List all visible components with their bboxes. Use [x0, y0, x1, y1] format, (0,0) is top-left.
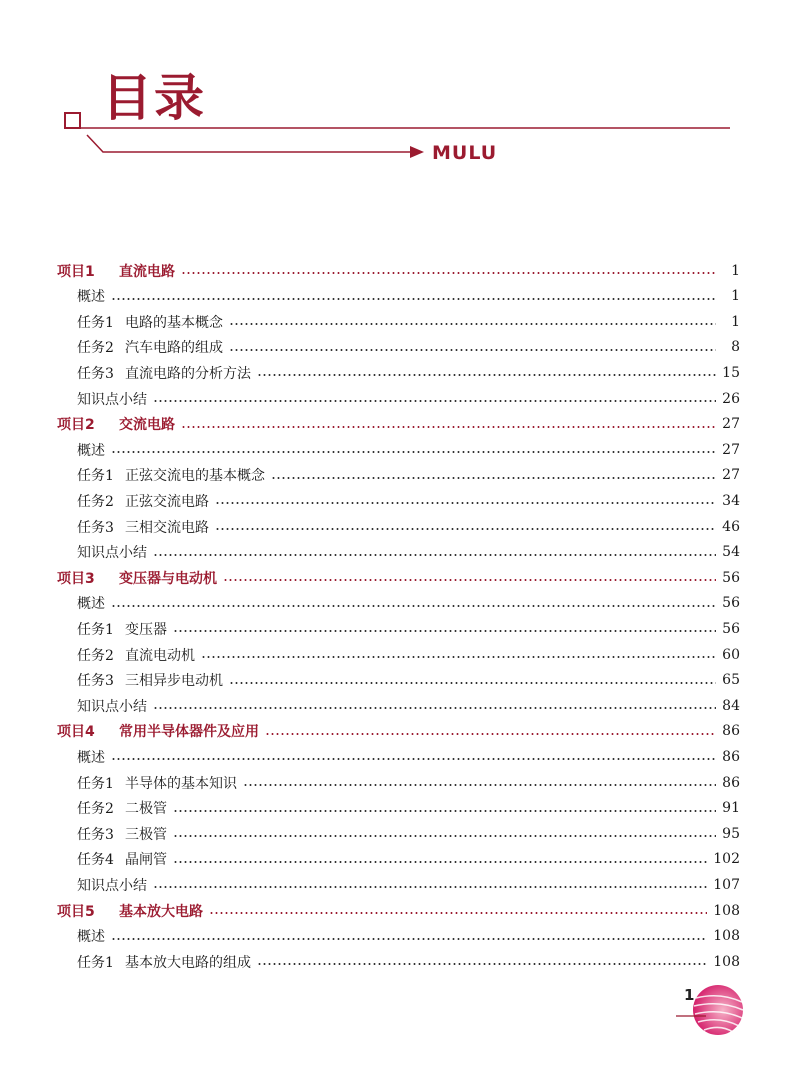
toc-entry-number: 任务1 [77, 314, 114, 331]
dot-leader [181, 426, 716, 428]
toc-entry-title-group [57, 568, 217, 588]
toc-entry-title-group [77, 542, 147, 562]
toc-entry-page: 15 [722, 364, 740, 381]
toc-item-row[interactable] [77, 668, 740, 693]
toc-entry-page: 107 [713, 876, 740, 893]
toc-entry-title: 汽车电路的组成 [125, 340, 223, 357]
toc-item-row[interactable] [77, 463, 740, 488]
toc-item-row[interactable] [77, 386, 740, 411]
toc-item-row[interactable] [77, 796, 740, 821]
toc-header [0, 0, 790, 200]
toc-entry-title-group [77, 849, 167, 869]
page-title: 目录 [102, 69, 206, 127]
toc-entry-title: 变压器与电动机 [119, 570, 217, 587]
toc-entry-title-group [77, 593, 105, 613]
dot-leader [153, 554, 716, 556]
toc-entry-number: 项目3 [57, 570, 95, 587]
dot-leader [229, 349, 716, 351]
dot-leader [209, 912, 707, 914]
toc-entry-page: 86 [722, 774, 740, 791]
toc-entry-title-group [57, 261, 175, 281]
toc-item-row[interactable] [77, 360, 740, 385]
toc-entry-title-group [57, 721, 259, 741]
toc-item-row[interactable] [77, 821, 740, 846]
toc-entry-title: 概述 [77, 596, 105, 613]
toc-entry-title: 基本放大电路 [119, 903, 203, 920]
toc-entry-title: 概述 [77, 749, 105, 766]
toc-entry-title: 基本放大电路的组成 [125, 954, 251, 971]
dot-leader [173, 861, 707, 863]
dot-leader [111, 758, 716, 760]
toc-entry-title: 概述 [77, 929, 105, 946]
toc-entry-title: 交流电路 [119, 417, 175, 434]
page-subtitle: MULU [432, 142, 498, 164]
toc-item-row[interactable] [77, 488, 740, 513]
toc-project-row[interactable] [57, 898, 740, 923]
toc-item-row[interactable] [77, 540, 740, 565]
dot-leader [271, 477, 716, 479]
toc-project-row[interactable] [57, 565, 740, 590]
toc-entry-page: 91 [722, 800, 740, 817]
toc-entry-page: 60 [722, 646, 740, 663]
toc-entry-title-group [77, 824, 167, 844]
toc-item-row[interactable] [77, 924, 740, 949]
toc-entry-title: 常用半导体器件及应用 [119, 724, 259, 741]
toc-entry-title-group [77, 619, 167, 639]
toc-entry-title-group [77, 926, 105, 946]
toc-entry-title-group [77, 875, 147, 895]
toc-entry-title: 三相异步电动机 [125, 673, 223, 690]
toc-item-row[interactable] [77, 770, 740, 795]
toc-entry-page: 95 [722, 825, 740, 842]
toc-entry-page: 84 [722, 697, 740, 714]
toc-entry-title: 概述 [77, 442, 105, 459]
toc-entry-title: 知识点小结 [77, 391, 147, 408]
toc-project-row[interactable] [57, 258, 740, 283]
toc-entry-page: 1 [731, 262, 740, 279]
toc-entry-title: 变压器 [125, 621, 167, 638]
toc-entry-title-group [77, 747, 105, 767]
toc-entry-title: 知识点小结 [77, 698, 147, 715]
dot-leader [229, 682, 716, 684]
toc-entry-number: 任务4 [77, 852, 114, 869]
toc-entry-title-group [77, 798, 167, 818]
toc-entry-title-group [77, 440, 105, 460]
toc-entry-page: 86 [722, 748, 740, 765]
toc-item-row[interactable] [77, 642, 740, 667]
page-number-badge [676, 982, 746, 1042]
toc-entry-page: 8 [731, 339, 740, 356]
dot-leader [243, 784, 716, 786]
toc-entry-title: 概述 [77, 289, 105, 306]
dot-leader [111, 298, 716, 300]
dot-leader [111, 938, 707, 940]
toc-entry-title: 知识点小结 [77, 877, 147, 894]
toc-entry-title-group [77, 696, 147, 716]
toc-project-row[interactable] [57, 719, 740, 744]
dot-leader [223, 579, 716, 581]
toc-entry-title: 半导体的基本知识 [125, 775, 237, 792]
dot-leader [257, 963, 707, 965]
toc-entry-title: 二极管 [125, 801, 167, 818]
toc-entry-title-group [77, 952, 251, 972]
toc-item-row[interactable] [77, 309, 740, 334]
header-arrow-line [87, 135, 412, 152]
toc-item-row[interactable] [77, 872, 740, 897]
toc-entry-title-group [57, 414, 175, 434]
toc-item-row[interactable] [77, 949, 740, 974]
page-number: 1 [684, 986, 695, 1004]
toc-item-row[interactable] [77, 744, 740, 769]
toc-entry-title-group [57, 901, 203, 921]
toc-entry-title-group [77, 363, 251, 383]
toc-entry-page: 26 [722, 390, 740, 407]
toc-entry-number: 任务2 [77, 493, 114, 510]
toc-entry-page: 86 [722, 723, 740, 740]
toc-entry-title-group [77, 312, 223, 332]
dot-leader [215, 528, 716, 530]
toc-entry-number: 任务1 [77, 775, 114, 792]
toc-entry-page: 46 [722, 518, 740, 535]
toc-entry-page: 27 [722, 416, 740, 433]
toc-entry-page: 34 [722, 492, 740, 509]
toc-entry-title-group [77, 645, 195, 665]
dot-leader [229, 323, 716, 325]
toc-entry-title: 直流电路的分析方法 [125, 365, 251, 382]
toc-entry-page: 56 [722, 620, 740, 637]
dot-leader [173, 810, 716, 812]
toc-entry-number: 任务2 [77, 801, 114, 818]
toc-entry-page: 27 [722, 467, 740, 484]
toc-item-row[interactable] [77, 284, 740, 309]
toc-entry-number: 任务2 [77, 647, 114, 664]
toc-entry-title: 电路的基本概念 [125, 314, 223, 331]
dot-leader [265, 733, 716, 735]
toc-entry-number: 任务3 [77, 519, 114, 536]
toc-entry-page: 1 [731, 288, 740, 305]
toc-entry-number: 任务2 [77, 340, 114, 357]
toc-entry-page: 54 [722, 544, 740, 561]
toc-entry-number: 项目2 [57, 417, 95, 434]
dot-leader [173, 835, 716, 837]
toc-entry-title-group [77, 337, 223, 357]
toc-entry-page: 102 [713, 851, 740, 868]
toc-entry-page: 108 [713, 928, 740, 945]
toc-project-row[interactable] [57, 412, 740, 437]
toc-entry-number: 项目5 [57, 903, 95, 920]
toc-entry-page: 65 [722, 672, 740, 689]
toc-entry-title: 正弦交流电的基本概念 [125, 468, 265, 485]
toc-entry-title: 直流电路 [119, 263, 175, 280]
dot-leader [181, 272, 716, 274]
toc-entry-title-group [77, 517, 209, 537]
toc-entry-number: 任务3 [77, 365, 114, 382]
toc-entry-title: 晶闸管 [125, 852, 167, 869]
toc-entry-title-group [77, 491, 209, 511]
toc-entry-number: 任务3 [77, 673, 114, 690]
dot-leader [153, 707, 716, 709]
toc-entry-title: 三极管 [125, 826, 167, 843]
toc-item-row[interactable] [77, 591, 740, 616]
toc-entry-page: 56 [722, 569, 740, 586]
dot-leader [153, 400, 716, 402]
toc-entry-title: 知识点小结 [77, 545, 147, 562]
dot-leader [257, 374, 716, 376]
toc-entry-title: 三相交流电路 [125, 519, 209, 536]
toc-entry-number: 任务1 [77, 468, 114, 485]
toc-item-row[interactable] [77, 437, 740, 462]
dot-leader [153, 886, 707, 888]
toc-entry-number: 项目1 [57, 263, 95, 280]
toc-item-row[interactable] [77, 335, 740, 360]
toc-item-row[interactable] [77, 693, 740, 718]
toc-entry-title-group [77, 286, 105, 306]
toc-entry-number: 项目4 [57, 724, 95, 741]
dot-leader [111, 451, 716, 453]
dot-leader [201, 656, 716, 658]
toc-item-row[interactable] [77, 847, 740, 872]
toc-item-row[interactable] [77, 616, 740, 641]
toc-entry-page: 27 [722, 441, 740, 458]
dot-leader [173, 630, 716, 632]
toc-entry-number: 任务1 [77, 954, 114, 971]
toc-entry-page: 108 [713, 953, 740, 970]
arrow-icon [410, 146, 424, 158]
toc-entry-title: 正弦交流电路 [125, 493, 209, 510]
toc-entry-number: 任务1 [77, 621, 114, 638]
toc-entry-title-group [77, 773, 237, 793]
toc-entry-title-group [77, 670, 223, 690]
toc-entry-title-group [77, 465, 265, 485]
toc-entry-title: 直流电动机 [125, 647, 195, 664]
toc-entry-page: 56 [722, 595, 740, 612]
dot-leader [215, 502, 716, 504]
toc-entry-page: 108 [713, 902, 740, 919]
toc-entry-number: 任务3 [77, 826, 114, 843]
header-square [65, 113, 80, 128]
toc-item-row[interactable] [77, 514, 740, 539]
toc-entry-title-group [77, 389, 147, 409]
toc-entry-page: 1 [731, 313, 740, 330]
dot-leader [111, 605, 716, 607]
